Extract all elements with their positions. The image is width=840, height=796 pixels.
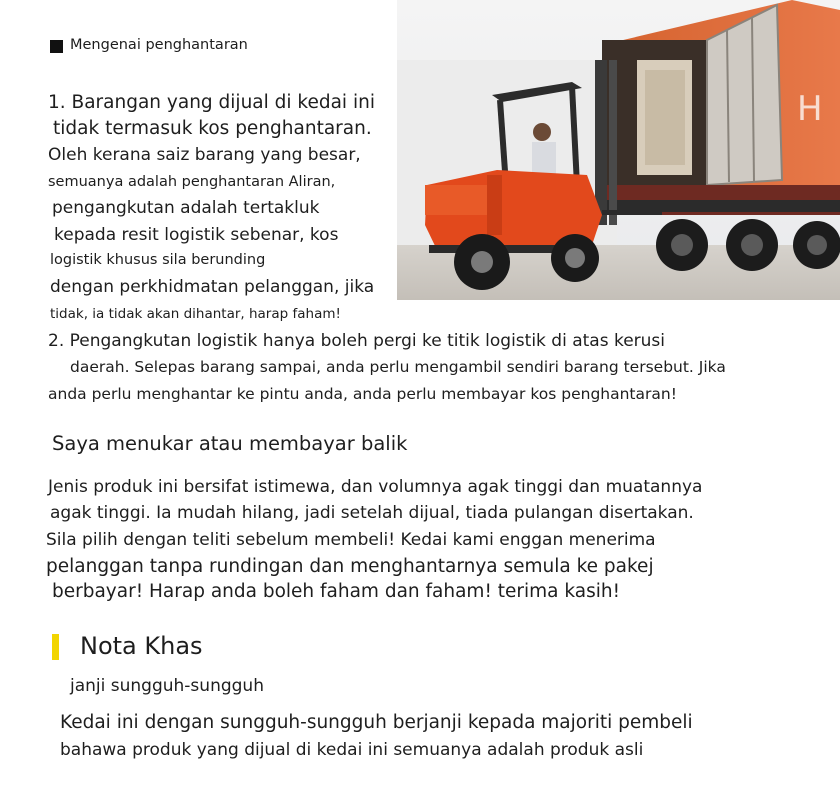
delivery-p1-line: semuanya adalah penghantaran Aliran, (48, 174, 336, 190)
delivery-p2-line: daerah. Selepas barang sampai, anda perlu mengambil sendiri barang tersebut. Jika (70, 358, 726, 376)
exchange-line: agak tinggi. Ia mudah hilang, jadi setelah dijual, tiada pulangan disertakan. (50, 503, 694, 523)
exchange-line: berbayar! Harap anda boleh faham dan faham! terima kasih! (52, 581, 621, 602)
note-heading: Nota Khas (80, 632, 203, 660)
svg-text:H: H (797, 89, 823, 129)
delivery-p1-line: kepada resit logistik sebenar, kos (54, 225, 339, 245)
note-subheading: janji sungguh-sungguh (70, 676, 264, 696)
delivery-p1-line: pengangkutan adalah tertakluk (52, 198, 320, 218)
exchange-line: Sila pilih dengan teliti sebelum membeli! Kedai kami enggan menerima (46, 530, 656, 550)
delivery-p2-line: 2. Pengangkutan logistik hanya boleh pergi ke titik logistik di atas kerusi (48, 331, 666, 351)
delivery-p1-line: 1. Barangan yang dijual di kedai ini (48, 92, 375, 113)
heading-bullet-square (50, 40, 63, 53)
delivery-p1-line: logistik khusus sila berunding (50, 252, 266, 268)
delivery-p1-line: tidak, ia tidak akan dihantar, harap faham! (50, 306, 341, 322)
exchange-line: Jenis produk ini bersifat istimewa, dan volumnya agak tinggi dan muatannya (48, 477, 703, 497)
delivery-p1-line: tidak termasuk kos penghantaran. (53, 118, 372, 139)
exchange-line: pelanggan tanpa rundingan dan menghantarnya semula ke pakej (46, 556, 654, 577)
forklift-loading-photo (397, 0, 840, 300)
note-accent-bar (52, 634, 59, 660)
delivery-p1-line: Oleh kerana saiz barang yang besar, (48, 145, 361, 165)
exchange-heading: Saya menukar atau membayar balik (52, 432, 408, 455)
delivery-p1-line: dengan perkhidmatan pelanggan, jika (50, 277, 375, 297)
delivery-p2-line: anda perlu menghantar ke pintu anda, anda perlu membayar kos penghantaran! (48, 385, 677, 403)
delivery-heading: Mengenai penghantaran (70, 37, 248, 53)
note-line: bahawa produk yang dijual di kedai ini semuanya adalah produk asli (60, 740, 644, 760)
note-line: Kedai ini dengan sungguh-sungguh berjanji kepada majoriti pembeli (60, 712, 693, 733)
